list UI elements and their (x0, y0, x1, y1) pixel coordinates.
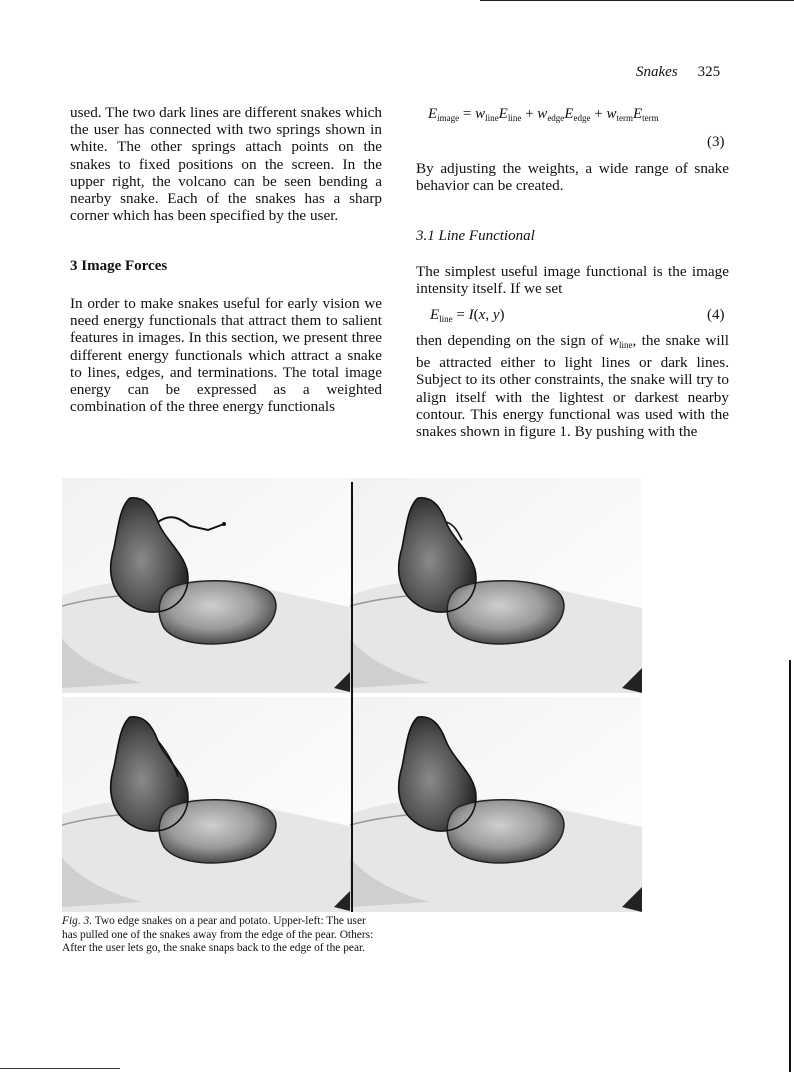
right-paragraph-2 (416, 263, 729, 297)
figure-panel-lower-right (350, 697, 642, 912)
figure-panel-upper-left (62, 478, 354, 693)
equation-4: $E_{line} = I(x$, y) (430, 307, 505, 324)
equation-4-number: (4) (707, 307, 725, 323)
figure-caption-label: Fig. 3. (62, 915, 93, 927)
right-paragraph-3-text: then depending on the sign of $w_{line}$, the snake will be attracted either to light lines or dark lines. Subject to its other constraints, the snake will try to align itself with the lightest or darkest nearby contour. This energy functional was used with the snakes shown in figure 1. By pushing with the (416, 332, 729, 441)
bottom-rule (0, 1068, 120, 1069)
figure-caption-text: Two edge snakes on a pear and potato. Upper-left: The user has pulled one of the snakes away from the edge of the pear. Others: After the user lets go, the snake snaps back to the edge of the pear. (62, 915, 374, 954)
left-paragraph-1-text: used. The two dark lines are different snakes which the user has connected with two springs shown in white. The other springs attach points on the snakes to fixed positions on the screen. In the upper right, the volcano can be seen bending a nearby snake. Each of the snakes has a sharp corner which has been specified by the user. (70, 104, 382, 225)
section-heading-3 (70, 258, 382, 275)
right-paragraph-3 (416, 332, 729, 440)
subsection-heading-text: 3.1 Line Functional (416, 228, 535, 244)
scan-edge-line (789, 660, 791, 1072)
top-rule (480, 0, 794, 1)
running-header (636, 64, 720, 81)
equation-3: $E_{image} = w_{line}E_{line} + w_{edge}E_{edge} + w_{term}E_{term}$ (428, 106, 659, 123)
subsection-heading-3-1 (416, 228, 729, 245)
figure-caption (62, 915, 380, 956)
page-number: 325 (697, 64, 721, 80)
figure-panel-upper-right (350, 478, 642, 693)
left-paragraph-2-text: In order to make snakes useful for early vision we need energy functionals that attract them to salient features in images. In this section, we present three different energy functionals which attract a snake to lines, edges, and terminations. The total image energy can be expressed as a weighted combination of the three energy functionals (70, 295, 382, 416)
left-paragraph-1 (70, 104, 382, 224)
right-paragraph-2-text: The simplest useful image functional is the image intensity itself. If we set (416, 263, 729, 298)
figure-panel-lower-left (62, 697, 354, 912)
figure-3-image (62, 478, 642, 912)
right-paragraph-1 (416, 160, 729, 194)
running-header-section: Snakes (636, 64, 678, 80)
section-heading-text: 3 Image Forces (70, 258, 168, 274)
left-paragraph-2 (70, 295, 382, 415)
right-paragraph-1-text: By adjusting the weights, a wide range of snake behavior can be created. (416, 160, 729, 195)
equation-3-number: (3) (707, 134, 725, 150)
